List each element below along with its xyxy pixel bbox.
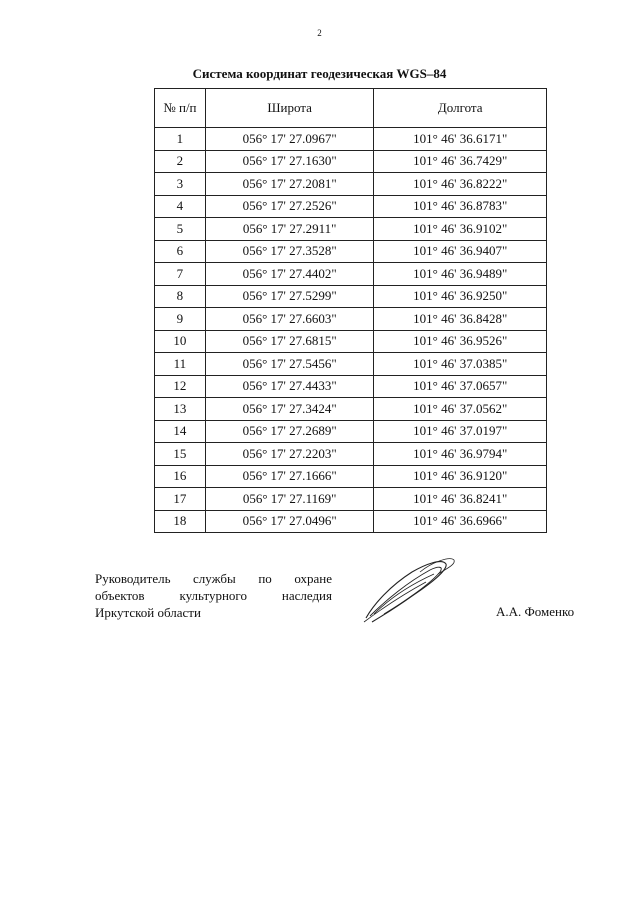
cell-longitude: 101° 46' 36.8241" <box>374 488 547 511</box>
table-row <box>155 195 547 218</box>
cell-number: 14 <box>155 420 206 443</box>
cell-longitude: 101° 46' 37.0197" <box>374 420 547 443</box>
header-latitude: Широта <box>205 89 374 128</box>
cell-longitude: 101° 46' 36.9489" <box>374 263 547 286</box>
cell-number: 9 <box>155 308 206 331</box>
table-row <box>155 510 547 533</box>
position-word: Руководитель <box>95 571 171 586</box>
cell-latitude: 056° 17' 27.2689" <box>205 420 374 443</box>
cell-longitude: 101° 46' 36.9120" <box>374 465 547 488</box>
coordinates-table <box>154 88 547 533</box>
cell-latitude: 056° 17' 27.2203" <box>205 443 374 466</box>
cell-number: 4 <box>155 195 206 218</box>
cell-longitude: 101° 46' 36.9794" <box>374 443 547 466</box>
cell-latitude: 056° 17' 27.6603" <box>205 308 374 331</box>
cell-number: 5 <box>155 218 206 241</box>
cell-latitude: 056° 17' 27.2911" <box>205 218 374 241</box>
handwritten-signature <box>360 556 460 626</box>
position-line-1 <box>95 570 332 587</box>
position-word: службы <box>193 571 236 586</box>
cell-latitude: 056° 17' 27.5456" <box>205 353 374 376</box>
cell-longitude: 101° 46' 36.9250" <box>374 285 547 308</box>
header-longitude: Долгота <box>374 89 547 128</box>
position-line-3 <box>95 604 332 621</box>
cell-longitude: 101° 46' 36.7429" <box>374 150 547 173</box>
signatory-position <box>95 570 332 621</box>
cell-latitude: 056° 17' 27.1666" <box>205 465 374 488</box>
cell-number: 13 <box>155 398 206 421</box>
cell-number: 17 <box>155 488 206 511</box>
cell-latitude: 056° 17' 27.0967" <box>205 128 374 151</box>
cell-number: 11 <box>155 353 206 376</box>
cell-longitude: 101° 46' 36.9407" <box>374 240 547 263</box>
table-row <box>155 173 547 196</box>
cell-latitude: 056° 17' 27.0496" <box>205 510 374 533</box>
table-row <box>155 398 547 421</box>
cell-number: 6 <box>155 240 206 263</box>
table-row <box>155 308 547 331</box>
cell-latitude: 056° 17' 27.4433" <box>205 375 374 398</box>
cell-latitude: 056° 17' 27.2081" <box>205 173 374 196</box>
table-row <box>155 443 547 466</box>
cell-number: 12 <box>155 375 206 398</box>
cell-longitude: 101° 46' 36.8428" <box>374 308 547 331</box>
position-word: объектов <box>95 588 145 603</box>
cell-latitude: 056° 17' 27.5299" <box>205 285 374 308</box>
cell-number: 8 <box>155 285 206 308</box>
cell-longitude: 101° 46' 36.8783" <box>374 195 547 218</box>
cell-latitude: 056° 17' 27.2526" <box>205 195 374 218</box>
cell-longitude: 101° 46' 36.8222" <box>374 173 547 196</box>
position-line-2 <box>95 587 332 604</box>
cell-number: 3 <box>155 173 206 196</box>
position-word: по <box>258 571 272 586</box>
cell-number: 1 <box>155 128 206 151</box>
cell-longitude: 101° 46' 36.9102" <box>374 218 547 241</box>
table-row <box>155 150 547 173</box>
position-word: Иркутской области <box>95 605 201 620</box>
cell-latitude: 056° 17' 27.3528" <box>205 240 374 263</box>
cell-longitude: 101° 46' 37.0657" <box>374 375 547 398</box>
table-row <box>155 420 547 443</box>
table-row <box>155 465 547 488</box>
table-row <box>155 488 547 511</box>
table-row <box>155 218 547 241</box>
cell-latitude: 056° 17' 27.4402" <box>205 263 374 286</box>
cell-number: 10 <box>155 330 206 353</box>
cell-number: 7 <box>155 263 206 286</box>
cell-number: 15 <box>155 443 206 466</box>
cell-longitude: 101° 46' 36.6171" <box>374 128 547 151</box>
page-number: 2 <box>317 28 322 38</box>
table-row <box>155 285 547 308</box>
cell-latitude: 056° 17' 27.1169" <box>205 488 374 511</box>
header-number: № п/п <box>155 89 206 128</box>
signer-name: А.А. Фоменко <box>496 604 575 619</box>
cell-number: 16 <box>155 465 206 488</box>
table-row <box>155 330 547 353</box>
cell-number: 18 <box>155 510 206 533</box>
coordinate-system-title: Система координат геодезическая WGS–84 <box>192 66 447 81</box>
position-word: культурного <box>179 588 247 603</box>
cell-latitude: 056° 17' 27.6815" <box>205 330 374 353</box>
position-word: наследия <box>281 588 332 603</box>
table-row <box>155 263 547 286</box>
cell-longitude: 101° 46' 37.0562" <box>374 398 547 421</box>
cell-latitude: 056° 17' 27.1630" <box>205 150 374 173</box>
cell-number: 2 <box>155 150 206 173</box>
table-row <box>155 240 547 263</box>
position-word: охране <box>294 571 332 586</box>
cell-latitude: 056° 17' 27.3424" <box>205 398 374 421</box>
cell-longitude: 101° 46' 37.0385" <box>374 353 547 376</box>
table-row <box>155 375 547 398</box>
table-row <box>155 128 547 151</box>
table-header-row <box>155 89 547 128</box>
table-row <box>155 353 547 376</box>
cell-longitude: 101° 46' 36.9526" <box>374 330 547 353</box>
cell-longitude: 101° 46' 36.6966" <box>374 510 547 533</box>
